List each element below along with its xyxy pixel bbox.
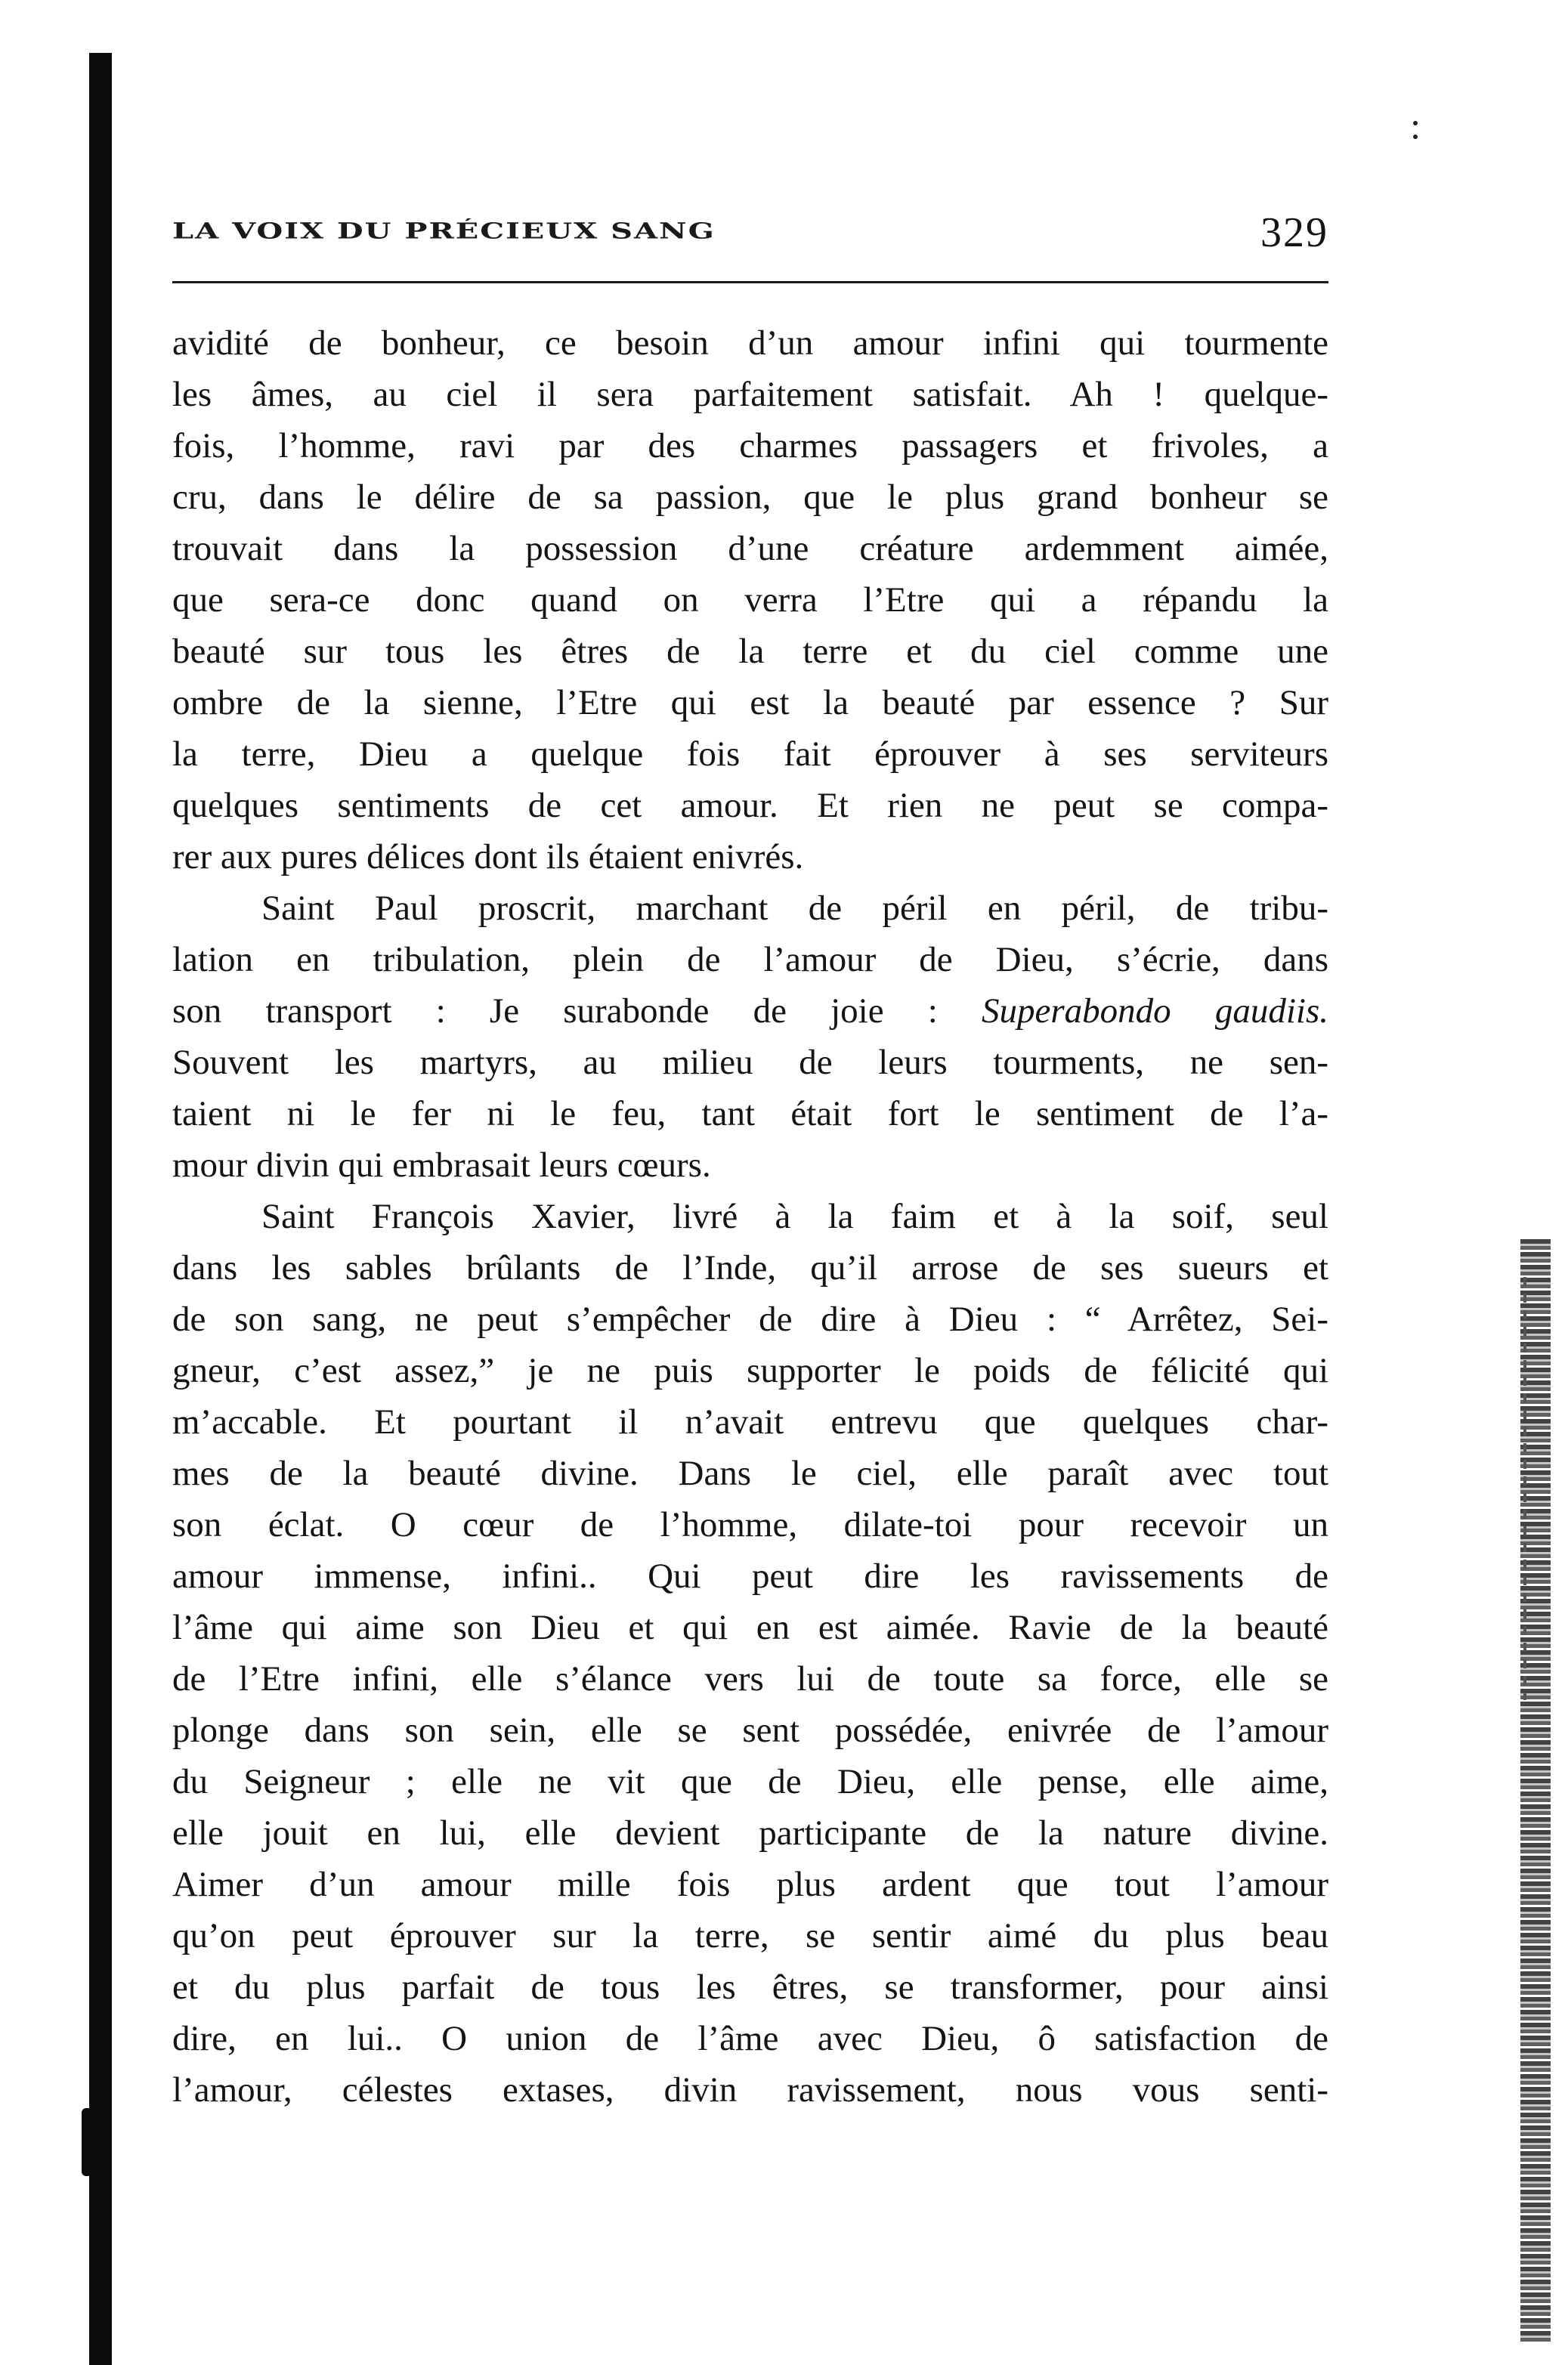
text-line: amour immense, infini.. Qui peut dire les ravissements de	[172, 1557, 1328, 1596]
text-line: son éclat. O cœur de l’homme, dilate-toi pour recevoir un	[172, 1505, 1328, 1544]
text-line: quelques sentiments de cet amour. Et rien ne peut se compa-	[172, 786, 1328, 825]
page-number: 329	[1260, 209, 1328, 256]
text-line: Souvent les martyrs, au milieu de leurs tourments, ne sen-	[172, 1043, 1328, 1082]
text-line: Aimer d’un amour mille fois plus ardent que tout l’amour	[172, 1865, 1328, 1904]
text-line: du Seigneur ; elle ne vit que de Dieu, elle pense, elle aime,	[172, 1762, 1328, 1801]
text-line: l’âme qui aime son Dieu et qui en est aimée. Ravie de la beauté	[172, 1608, 1328, 1647]
text-line: lation en tribulation, plein de l’amour de Dieu, s’écrie, dans	[172, 940, 1328, 979]
text-line: ombre de la sienne, l’Etre qui est la beauté par essence ? Sur	[172, 683, 1328, 722]
text-line: taient ni le fer ni le feu, tant était fort le sentiment de l’a-	[172, 1094, 1328, 1133]
scan-speck	[1413, 121, 1418, 125]
text-line: son transport : Je surabonde de joie : Superabondo gaudiis.	[172, 991, 1328, 1031]
text-line: elle jouit en lui, elle devient participante de la nature divine.	[172, 1813, 1328, 1853]
body-text	[172, 317, 1328, 2116]
text-line: trouvait dans la possession d’une créature ardemment aimée,	[172, 529, 1328, 568]
text-line: gneur, c’est assez,” je ne puis supporter le poids de félicité qui	[172, 1351, 1328, 1390]
paragraph-end-line: rer aux pures délices dont ils étaient enivrés.	[172, 837, 804, 876]
paragraph-end-line: mour divin qui embrasait leurs cœurs.	[172, 1145, 711, 1185]
header-rule	[172, 281, 1328, 283]
paragraph-start-line: Saint François Xavier, livré à la faim et à la soif, seul	[261, 1197, 1328, 1236]
text-line: mes de la beauté divine. Dans le ciel, elle paraît avec tout	[172, 1454, 1328, 1493]
page-edge-mark	[1523, 1277, 1526, 1700]
text-line: de l’Etre infini, elle s’élance vers lui de toute sa force, elle se	[172, 1659, 1328, 1699]
text-line: et du plus parfait de tous les êtres, se transformer, pour ainsi	[172, 1968, 1328, 2007]
text-line: dans les sables brûlants de l’Inde, qu’il arrose de ses sueurs et	[172, 1248, 1328, 1288]
text-line: de son sang, ne peut s’empêcher de dire à Dieu : “ Arrêtez, Sei-	[172, 1300, 1328, 1339]
latin-quotation: Superabondo gaudiis.	[982, 991, 1328, 1031]
text-line: dire, en lui.. O union de l’âme avec Dieu, ô satisfaction de	[172, 2019, 1328, 2058]
text-line: l’amour, célestes extases, divin ravissement, nous vous senti-	[172, 2070, 1328, 2110]
text-line: m’accable. Et pourtant il n’avait entrevu que quelques char-	[172, 1402, 1328, 1442]
page-header	[172, 204, 1328, 264]
text-line: les âmes, au ciel il sera parfaitement satisfait. Ah ! quelque-	[172, 375, 1328, 414]
binding-shadow	[89, 53, 112, 2365]
text-line: la terre, Dieu a quelque fois fait éprouver à ses serviteurs	[172, 734, 1328, 774]
text-line: qu’on peut éprouver sur la terre, se sentir aimé du plus beau	[172, 1916, 1328, 1955]
paragraph-start-line: Saint Paul proscrit, marchant de péril en péril, de tribu-	[261, 889, 1328, 928]
text-line: cru, dans le délire de sa passion, que le plus grand bonheur se	[172, 478, 1328, 517]
text-line: que sera-ce donc quand on verra l’Etre qui a répandu la	[172, 580, 1328, 620]
running-title: LA VOIX DU PRÉCIEUX SANG	[172, 218, 716, 244]
text-line: plonge dans son sein, elle se sent possédée, enivrée de l’amour	[172, 1711, 1328, 1750]
text-line: avidité de bonheur, ce besoin d’un amour infini qui tourmente	[172, 323, 1328, 363]
text-line: fois, l’homme, ravi par des charmes passagers et frivoles, a	[172, 426, 1328, 465]
text-line: beauté sur tous les êtres de la terre et du ciel comme une	[172, 632, 1328, 671]
